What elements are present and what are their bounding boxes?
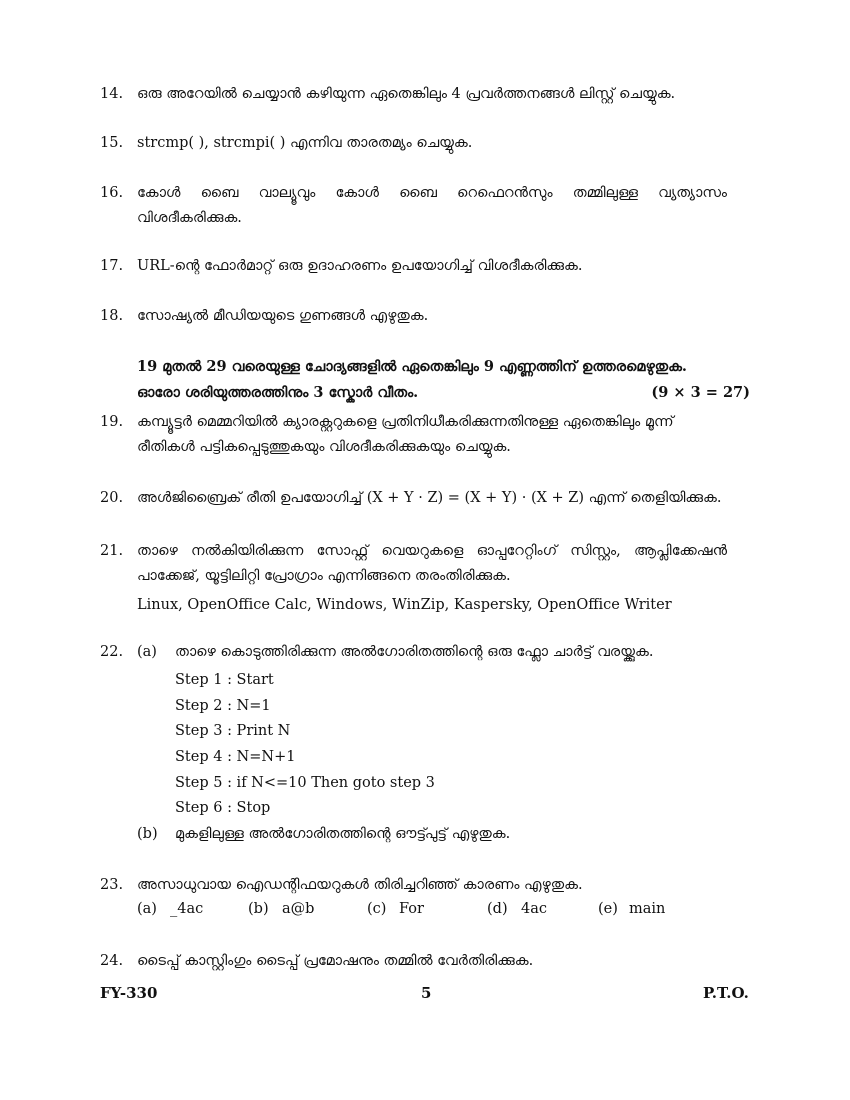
algorithm-step: Step 2 : N=1 [175, 698, 271, 714]
question-text: കോൾ ബൈ വാല്യൂവും കോൾ ബൈ റെഫെറൻസും തമ്മിലുള്ള വ്യത്യാസം വിശദീകരിക്കുക. [137, 185, 727, 226]
question-text: അൾജിബ്രൈക് രീതി ഉപയോഗിച്ച് (X + Y · Z) = (X + Y) · (X + Z) എന്ന് തെളിയിക്കുക. [137, 490, 722, 506]
option-label: (d) [487, 901, 508, 917]
option-label: (e) [598, 901, 618, 917]
question-24 [100, 949, 750, 974]
subpart-a-label: (a) [137, 644, 157, 660]
instruction-text: ഓരോ ശരിയുത്തരത്തിനും 3 സ്കോർ വീതം. [137, 384, 419, 401]
question-text: ഒരു അറേയിൽ ചെയ്യാൻ കഴിയുന്ന ഏതെങ്കിലും 4 പ്രവർത്തനങ്ങൾ ലിസ്റ്റ് ചെയ്യുക. [137, 86, 676, 102]
option-label: (c) [367, 901, 387, 917]
option-value: _4ac [170, 901, 204, 917]
question-15 [100, 131, 750, 156]
question-22-b [100, 822, 750, 847]
algorithm-step: Step 4 : N=N+1 [175, 749, 296, 765]
question-text: URL-ന്റെ ഫോർമാറ്റ് ഒരു ഉദാഹരണം ഉപയോഗിച്ച് വിശദീകരിക്കുക. [137, 258, 583, 274]
instruction-text: 19 മുതൽ 29 വരെയുള്ള ചോദ്യങ്ങളിൽ ഏതെങ്കിലും 9 എണ്ണത്തിന് ഉത്തരമെഴുതുക. [137, 358, 687, 375]
question-number: 19. [100, 414, 124, 430]
question-number: 21. [100, 543, 124, 559]
option-value: For [399, 901, 424, 917]
section-marks: (9 × 3 = 27) [651, 384, 750, 401]
subpart-b-text: മുകളിലുള്ള അൽഗോരിതത്തിന്റെ ഔട്ട്പുട്ട് എഴുതുക. [175, 826, 511, 842]
algorithm-step: Step 3 : Print N [175, 723, 291, 739]
paper-code: FY-330 [100, 984, 158, 1002]
algorithm-step: Step 1 : Start [175, 672, 274, 688]
question-14 [100, 82, 750, 107]
question-text: അസാധുവായ ഐഡന്റിഫയറുകൾ തിരിച്ചറിഞ്ഞ് കാരണം എഴുതുക. [137, 877, 583, 893]
question-number: 18. [100, 308, 124, 324]
question-number: 14. [100, 86, 124, 102]
question-22 [100, 640, 750, 665]
pto-label: P.T.O. [703, 984, 749, 1002]
option-value: 4ac [521, 901, 547, 917]
section-instruction-line-2 [137, 380, 750, 406]
option-label: (a) [137, 901, 157, 917]
page-number: 5 [421, 984, 432, 1002]
question-number: 22. [100, 644, 124, 660]
question-18 [100, 304, 750, 329]
identifier-options [0, 901, 850, 926]
section-instruction-line-1 [137, 354, 750, 380]
option-value: main [629, 901, 666, 917]
question-text: സോഷ്യൽ മീഡിയയുടെ ഗുണങ്ങൾ എഴുതുക. [137, 308, 429, 324]
question-text: strcmp( ), strcmpi( ) എന്നിവ താരതമ്യം ചെയ്യുക. [137, 135, 473, 151]
question-21 [100, 539, 750, 618]
question-number: 23. [100, 877, 124, 893]
question-text: കമ്പ്യൂട്ടർ മെമ്മറിയിൽ ക്യാരക്റ്ററുകളെ പ്രതിനിധീകരിക്കുന്നതിനുള്ള ഏതെങ്കിലും മൂന്ന് രീതികൾ പട്ടികപ്പെടുത്തുകയും വിശദീകരിക്കുകയും ചെയ്യുക. [137, 414, 674, 455]
question-text: ടൈപ്പ് കാസ്റ്റിംഗും ടൈപ്പ് പ്രമോഷനും തമ്മിൽ വേർതിരിക്കുക. [137, 953, 534, 969]
question-text: താഴെ നൽകിയിരിക്കുന്ന സോഫ്റ്റ് വെയറുകളെ ഓപ്പറേറ്റിംഗ് സിസ്റ്റം, ആപ്ലിക്കേഷൻ പാക്കേജ്, യൂട്ടിലിറ്റി പ്രോഗ്രാം എന്നിങ്ങനെ തരംതിരിക്കുക. [137, 543, 727, 584]
question-23 [100, 873, 750, 898]
algorithm-step: Step 5 : if N<=10 Then goto step 3 [175, 775, 435, 791]
question-number: 17. [100, 258, 124, 274]
question-number: 20. [100, 490, 124, 506]
question-number: 16. [100, 185, 124, 201]
question-number: 15. [100, 135, 124, 151]
question-19 [100, 410, 750, 460]
algorithm-step: Step 6 : Stop [175, 800, 271, 816]
question-16 [100, 181, 750, 231]
question-number: 24. [100, 953, 124, 969]
question-20 [100, 486, 750, 511]
option-value: a@b [282, 901, 315, 917]
option-label: (b) [248, 901, 269, 917]
subpart-a-text: താഴെ കൊടുത്തിരിക്കുന്ന അൽഗോരിതത്തിന്റെ ഒരു ഫ്ലോ ചാർട്ട് വരയ്ക്കുക. [175, 644, 654, 660]
question-17 [100, 254, 750, 279]
software-list: Linux, OpenOffice Calc, Windows, WinZip, Kaspersky, OpenOffice Writer [137, 597, 672, 613]
subpart-b-label: (b) [137, 826, 158, 842]
